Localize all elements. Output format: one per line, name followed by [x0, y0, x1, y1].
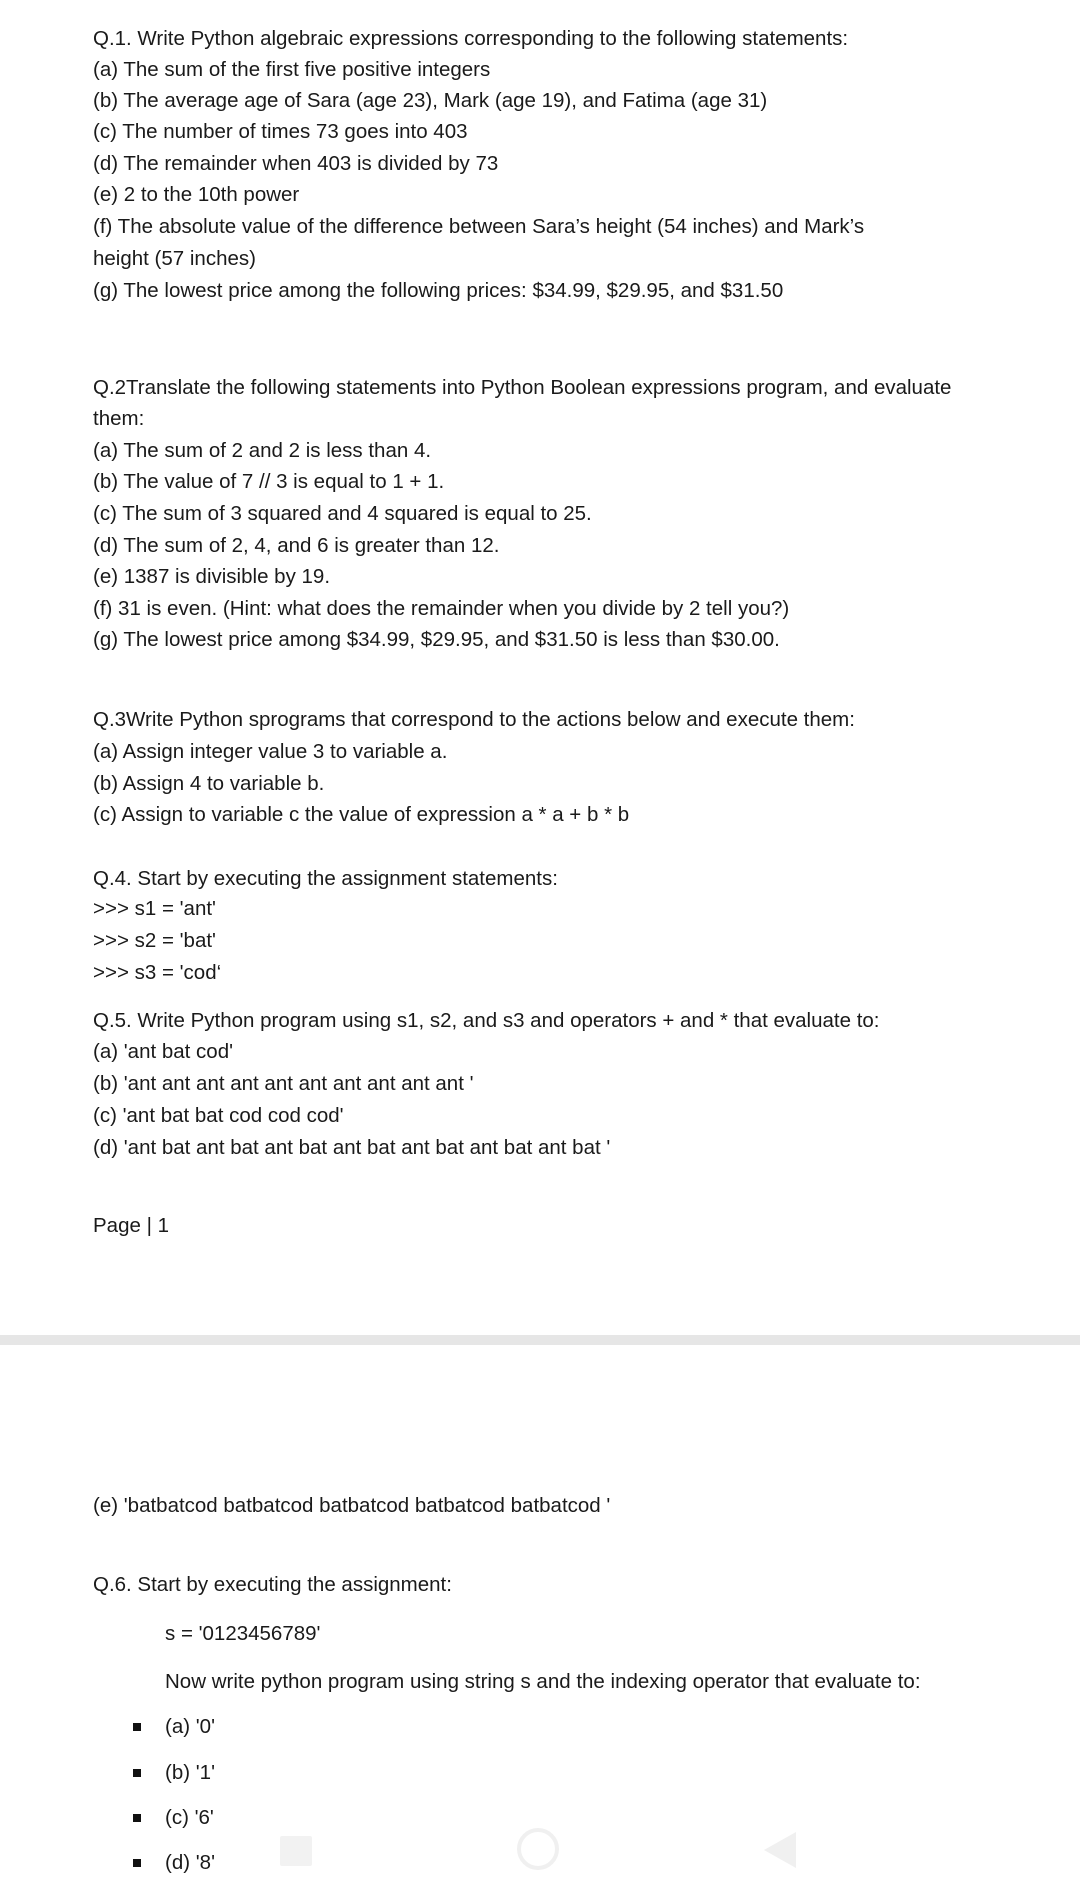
page-divider — [0, 1335, 1080, 1345]
document-page-2 — [0, 1345, 1080, 1899]
q6-bullet-a: (a) '0' — [165, 1715, 215, 1738]
q1-item-f: (f) The absolute value of the difference between Sara’s height (54 inches) and Mark’s — [93, 215, 865, 238]
q2-item-e: (e) 1387 is divisible by 19. — [93, 565, 331, 588]
back-icon[interactable] — [764, 1832, 796, 1868]
q1-item-a: (a) The sum of the first five positive integers — [93, 58, 491, 81]
home-icon[interactable] — [517, 1828, 559, 1870]
bullet-icon — [133, 1769, 141, 1777]
q1-title: Q.1. Write Python algebraic expressions corresponding to the following statements: — [93, 27, 849, 50]
q2-item-d: (d) The sum of 2, 4, and 6 is greater than 12. — [93, 534, 500, 557]
q3-title: Q.3Write Python sprograms that correspond to the actions below and execute them: — [93, 708, 855, 731]
q4-item-s2: >>> s2 = 'bat' — [93, 929, 216, 952]
q5-title: Q.5. Write Python program using s1, s2, and s3 and operators + and * that evaluate to: — [93, 1009, 880, 1032]
system-navigation-bar — [0, 1820, 1080, 1880]
q3-item-b: (b) Assign 4 to variable b. — [93, 772, 325, 795]
bullet-icon — [133, 1723, 141, 1731]
recent-apps-icon[interactable] — [280, 1836, 312, 1866]
q1-item-e: (e) 2 to the 10th power — [93, 183, 300, 206]
q6-bullet-c: (c) '6' — [165, 1806, 214, 1829]
q1-item-f-cont: height (57 inches) — [93, 247, 256, 270]
q4-item-s1: >>> s1 = 'ant' — [93, 897, 216, 920]
q6-title: Q.6. Start by executing the assignment: — [93, 1573, 452, 1596]
q5-item-c: (c) 'ant bat bat cod cod cod' — [93, 1104, 344, 1127]
q2-title-cont: them: — [93, 407, 145, 430]
q6-bullet-d: (d) '8' — [165, 1851, 215, 1874]
q1-item-g: (g) The lowest price among the following prices: $34.99, $29.95, and $31.50 — [93, 279, 784, 302]
q6-bullet-b: (b) '1' — [165, 1761, 215, 1784]
q2-item-b: (b) The value of 7 // 3 is equal to 1 + 1. — [93, 470, 445, 493]
q1-item-b: (b) The average age of Sara (age 23), Mark (age 19), and Fatima (age 31) — [93, 89, 768, 112]
q4-title: Q.4. Start by executing the assignment statements: — [93, 867, 558, 890]
q6-instruction: Now write python program using string s and the indexing operator that evaluate to: — [165, 1670, 921, 1693]
q5-item-d: (d) 'ant bat ant bat ant bat ant bat ant bat ant bat ant bat ' — [93, 1136, 611, 1159]
q6-assignment: s = '0123456789' — [165, 1622, 321, 1645]
q2-item-f: (f) 31 is even. (Hint: what does the remainder when you divide by 2 tell you?) — [93, 597, 790, 620]
q5-item-e: (e) 'batbatcod batbatcod batbatcod batbatcod batbatcod ' — [93, 1494, 611, 1517]
q1-item-c: (c) The number of times 73 goes into 403 — [93, 120, 468, 143]
q2-title: Q.2Translate the following statements into Python Boolean expressions program, and evaluate — [93, 376, 952, 399]
page-footer: Page | 1 — [93, 1214, 169, 1237]
q3-item-c: (c) Assign to variable c the value of expression a * a + b * b — [93, 803, 630, 826]
q5-item-a: (a) 'ant bat cod' — [93, 1040, 234, 1063]
q2-item-a: (a) The sum of 2 and 2 is less than 4. — [93, 439, 432, 462]
q2-item-g: (g) The lowest price among $34.99, $29.95, and $31.50 is less than $30.00. — [93, 628, 780, 651]
q4-item-s3: >>> s3 = 'cod‘ — [93, 961, 222, 984]
q5-item-b: (b) 'ant ant ant ant ant ant ant ant ant ant ' — [93, 1072, 474, 1095]
q1-item-d: (d) The remainder when 403 is divided by 73 — [93, 152, 499, 175]
q2-item-c: (c) The sum of 3 squared and 4 squared is equal to 25. — [93, 502, 592, 525]
q3-item-a: (a) Assign integer value 3 to variable a. — [93, 740, 448, 763]
